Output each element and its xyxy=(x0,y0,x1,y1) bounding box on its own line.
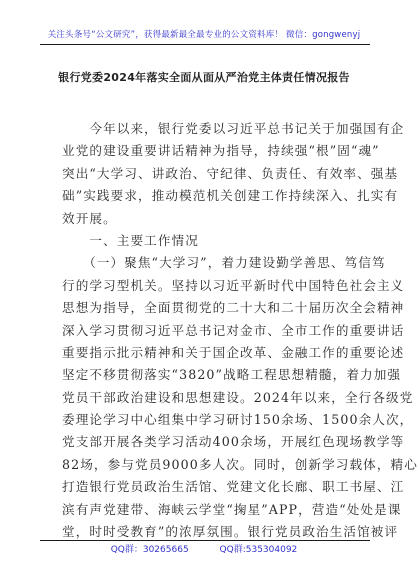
footer-contacts xyxy=(0,542,408,555)
document-body xyxy=(62,118,418,543)
body-line: 突出“大学习、讲政治、守纪律、负责任、有效率、强基 xyxy=(62,165,399,181)
document-title: 银行党委2024年落实全面从面从严治党主体责任情况报告 xyxy=(58,71,350,84)
body-line: 行的学习型机关。坚持以习近平新时代中国特色社会主义 xyxy=(62,277,405,293)
qq-group-2: QQ群:535304092 xyxy=(219,545,298,555)
body-line: 重要指示批示精神和关于国企改革、金融工作的重要论述 xyxy=(62,344,405,360)
body-line: （一）聚焦“大学习”，着力建设勤学善思、笃信笃 xyxy=(62,255,386,271)
body-line: 党支部开展各类学习活动400余场，开展红色现场教学等 xyxy=(62,434,405,450)
body-line: 深入学习贯彻习近平总书记对金市、全市工作的重要讲话 xyxy=(62,322,405,338)
section-heading: 一、主要工作情况 xyxy=(62,232,199,248)
qq-group-1: QQ群：30265665 xyxy=(110,545,189,555)
body-line: 坚定不移贯彻落实“3820”战略工程思想精髓，着力加强 xyxy=(62,367,402,383)
body-line: 业党的建设重要讲话精神为指导，持续强“根”固“魂” xyxy=(62,143,380,159)
body-line: 思想为指导，全面贯彻党的二十大和二十届历次全会精神 xyxy=(62,300,405,316)
body-line: 效开展。 xyxy=(62,210,117,226)
promo-banner: 关注头条号“公文研究”，获得最新最全最专业的公文资料库！ 微信：gongwenyj xyxy=(47,30,361,40)
footer-divider xyxy=(40,540,370,541)
body-line: 82场，参与党员9000多人次。同时，创新学习载体，精心 xyxy=(62,456,418,472)
body-line: 委理论学习中心组集中学习研讨150余场、1500余人次， xyxy=(62,412,414,428)
header-divider xyxy=(40,44,370,45)
body-line: 堂，时时受教育”的浓厚氛围。银行党员政治生活馆被评 xyxy=(62,524,399,540)
body-line: 今年以来，银行党委以习近平总书记关于加强国有企 xyxy=(62,121,405,136)
body-line: 打造银行党员政治生活馆、党建文化长廊、职工书屋、江 xyxy=(62,479,405,495)
body-line: 础”实践要求，推动模范机关创建工作持续深入、扎实有 xyxy=(62,188,399,204)
body-line: 党员干部政治建设和思想建设。2024年以来，全行各级党 xyxy=(62,389,414,405)
body-line: 滨有声党建带、海峡云学堂“掬星”APP，营造“处处是课 xyxy=(62,501,402,517)
